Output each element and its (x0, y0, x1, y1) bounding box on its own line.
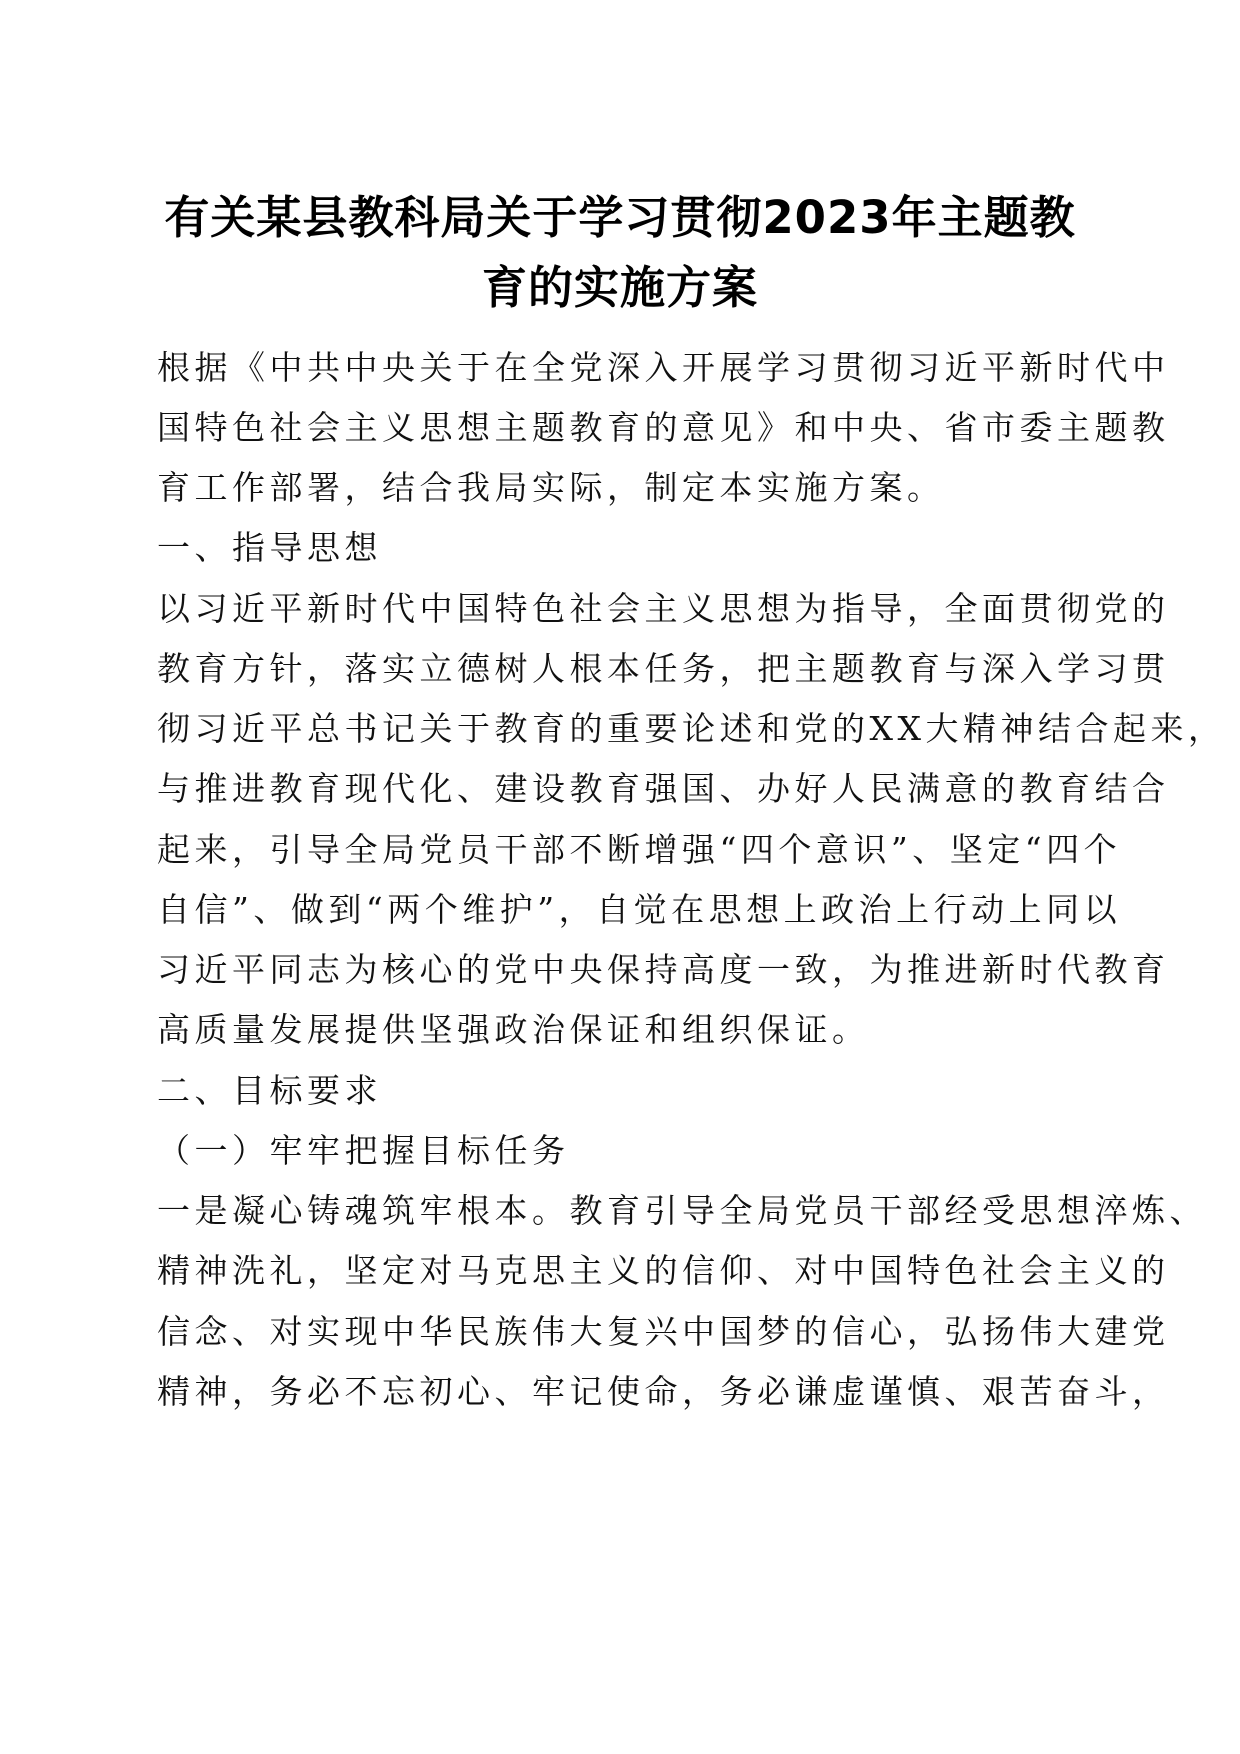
subsection-heading-goals-tasks: （一）牢牢把握目标任务 (157, 1131, 570, 1170)
guiding-ideology-paragraph-line: 与推进教育现代化、建设教育强国、办好人民满意的教育结合 (157, 769, 1170, 808)
guiding-ideology-paragraph-line: 教育方针，落实立德树人根本任务，把主题教育与深入学习贯 (157, 649, 1170, 688)
document-title-line-2: 育的实施方案 (481, 261, 758, 314)
goals-paragraph-line: 精神，务必不忘初心、牢记使命，务必谦虚谨慎、艰苦奋斗， (157, 1372, 1170, 1411)
intro-paragraph-line: 育工作部署，结合我局实际，制定本实施方案。 (157, 468, 945, 507)
section-heading-guiding-ideology: 一、指导思想 (157, 528, 382, 567)
guiding-ideology-paragraph-line: 习近平同志为核心的党中央保持高度一致，为推进新时代教育 (157, 950, 1170, 989)
intro-paragraph-line: 国特色社会主义思想主题教育的意见》和中央、省市委主题教 (157, 408, 1170, 447)
guiding-ideology-paragraph-line: 彻习近平总书记关于教育的重要论述和党的XX大精神结合起来， (157, 709, 1226, 748)
goals-paragraph-line: 一是凝心铸魂筑牢根本。教育引导全局党员干部经受思想淬炼、 (157, 1191, 1207, 1230)
guiding-ideology-paragraph-line: 以习近平新时代中国特色社会主义思想为指导，全面贯彻党的 (157, 589, 1170, 628)
goals-paragraph-line: 信念、对实现中华民族伟大复兴中国梦的信心，弘扬伟大建党 (157, 1312, 1170, 1351)
section-heading-goals: 二、目标要求 (157, 1071, 382, 1110)
guiding-ideology-paragraph-line: 起来，引导全局党员干部不断增强“四个意识”、坚定“四个 (157, 830, 1122, 869)
document-title-line-1: 有关某县教科局关于学习贯彻2023年主题教 (164, 191, 1076, 244)
guiding-ideology-paragraph-line: 自信”、做到“两个维护”，自觉在思想上政治上行动上同以 (157, 890, 1122, 929)
intro-paragraph-line: 根据《中共中央关于在全党深入开展学习贯彻习近平新时代中 (157, 348, 1170, 387)
guiding-ideology-paragraph-line: 高质量发展提供坚强政治保证和组织保证。 (157, 1010, 870, 1049)
goals-paragraph-line: 精神洗礼，坚定对马克思主义的信仰、对中国特色社会主义的 (157, 1251, 1170, 1290)
